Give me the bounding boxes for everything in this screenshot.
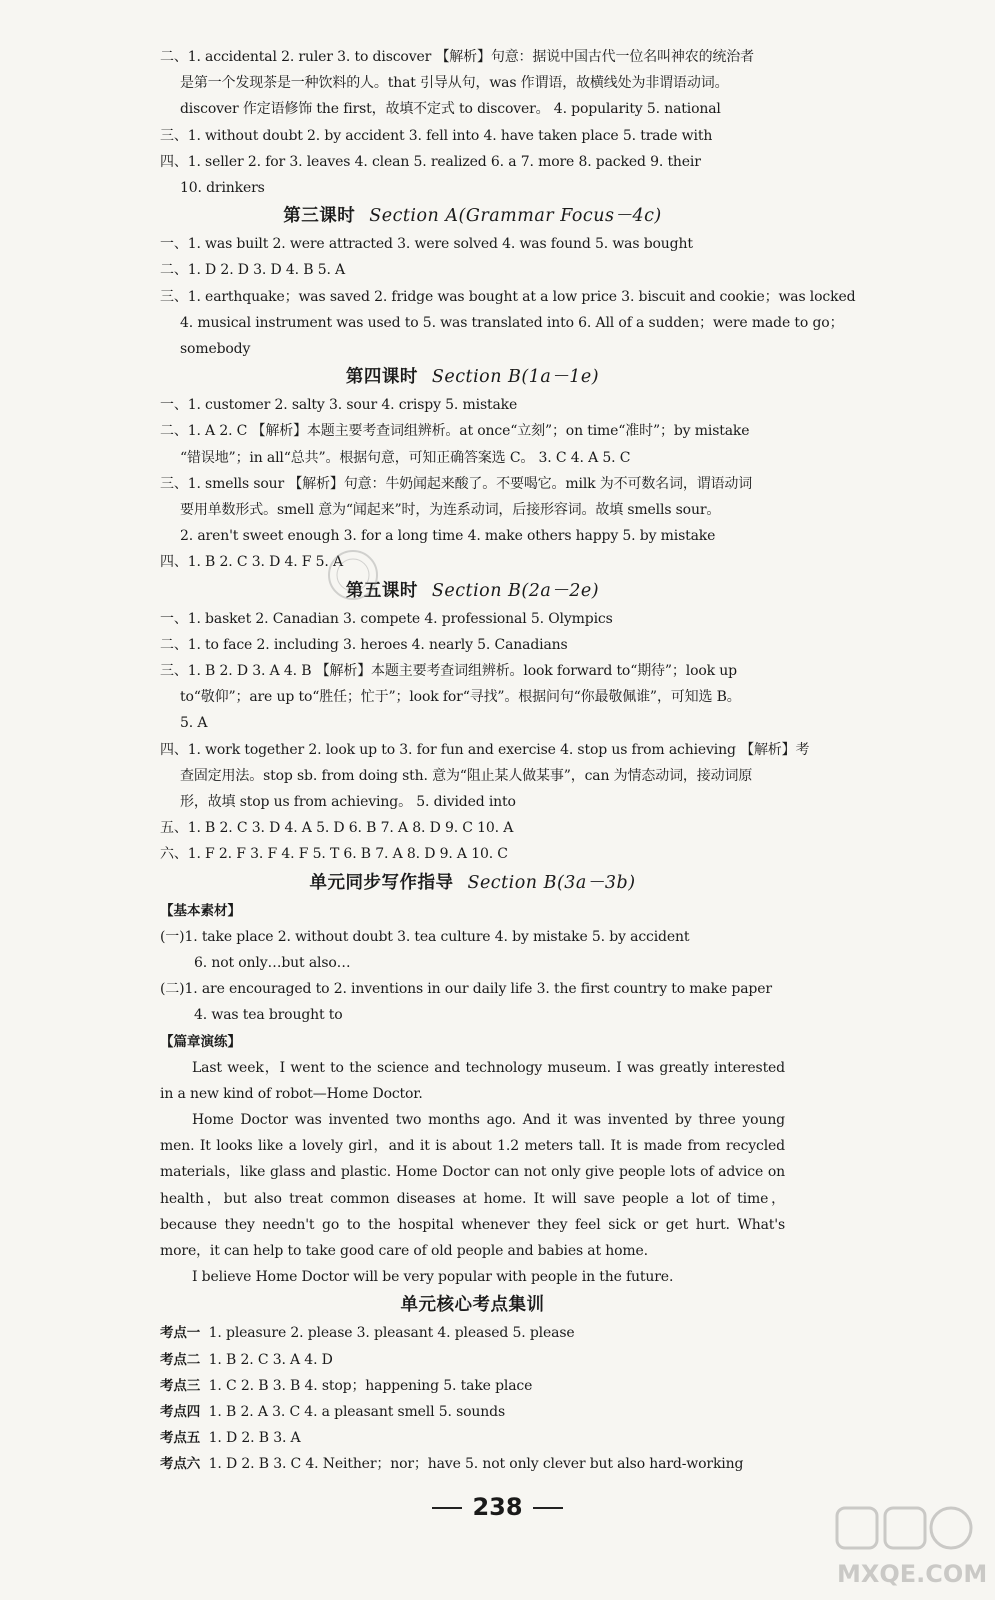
core-point-row (160, 1399, 785, 1425)
page-number-value: 238 (472, 1493, 523, 1521)
answer-line: (二)1. are encouraged to 2. inventions in our daily life 3. the first country to make paper (160, 981, 772, 998)
lesson-3-section: Section A(Grammar Focus－4c) (369, 206, 662, 227)
lesson-3-answers (160, 231, 856, 362)
core-point-text: 1. B 2. A 3. C 4. a pleasant smell 5. sounds (208, 1403, 506, 1420)
answer-line: 四、1. seller 2. for 3. leaves 4. clean 5. realized 6. a 7. more 8. packed 9. their (160, 153, 701, 170)
answer-line: 一、1. customer 2. salty 3. sour 4. crispy 5. mistake (160, 397, 518, 414)
core-points-heading (160, 1290, 785, 1320)
answer-line: 查固定用法。stop sb. from doing sth. 意为“阻止某人做某事”，can 为情态动词，接动词原 (180, 767, 753, 784)
lesson-5-heading (160, 576, 785, 606)
sample-essay (160, 1055, 785, 1291)
basic-material-tag: 【基本素材】 (160, 902, 241, 919)
answer-line: (一)1. take place 2. without doubt 3. tea culture 4. by mistake 5. by accident (160, 928, 690, 945)
core-points-title: 单元核心考点集训 (400, 1295, 545, 1316)
core-point-label: 考点二 (160, 1351, 201, 1368)
lesson-5-section: Section B(2a－2e) (431, 580, 600, 601)
answer-line: 6. not only…but also… (194, 954, 351, 971)
core-point-text: 1. D 2. B 3. A (208, 1430, 301, 1447)
core-point-label: 考点一 (160, 1325, 201, 1342)
page-number-dash (533, 1507, 563, 1509)
unit-part-answers (160, 44, 785, 201)
basic-material-answers (160, 924, 785, 1029)
core-point-label: 考点四 (160, 1403, 201, 1420)
core-point-row (160, 1451, 785, 1477)
answer-line: 4. musical instrument was used to 5. was translated into 6. All of a sudden；were made to go； (180, 314, 844, 331)
answer-line: 二、1. accidental 2. ruler 3. to discover 【解析】句意：据说中国古代一位名叫神农的统治者 (160, 49, 754, 65)
lesson-4-title: 第四课时 (345, 367, 418, 388)
watermark-logo-icon (829, 1502, 988, 1592)
essay-paragraph: Last week，I went to the science and technology museum. I was greatly interested in a new kind of robot—Home Doctor. (160, 1059, 785, 1102)
answer-line: 要用单数形式。smell 意为“闻起来”时，为连系动词，后接形容词。故填 smells sour。 (180, 502, 721, 519)
core-point-row (160, 1425, 785, 1451)
svg-text:MXQE.COM: MXQE.COM (837, 1560, 988, 1588)
answer-line: discover 作定语修饰 the first，故填不定式 to discover。 4. popularity 5. national (180, 101, 721, 118)
answer-line: “错误地”；in all“总共”。根据句意，可知正确答案选 C。 3. C 4. A 5. C (180, 449, 631, 466)
answer-line: 四、1. work together 2. look up to 3. for fun and exercise 4. stop us from achieving 【解析】考 (160, 741, 810, 758)
answer-line: 三、1. without doubt 2. by accident 3. fell into 4. have taken place 5. trade with (160, 127, 713, 144)
answer-line: 二、1. D 2. D 3. D 4. B 5. A (160, 262, 346, 279)
core-point-row (160, 1347, 785, 1373)
lesson-5-answers (160, 606, 810, 868)
answer-line: 一、1. basket 2. Canadian 3. compete 4. professional 5. Olympics (160, 610, 613, 627)
answer-line: 5. A (180, 715, 208, 732)
core-point-label: 考点五 (160, 1430, 201, 1447)
answer-page (160, 44, 856, 1478)
lesson-5-title: 第五课时 (345, 580, 418, 601)
lesson-3-heading (160, 201, 785, 231)
answer-line: 三、1. smells sour 【解析】句意：牛奶闻起来酸了。不要喝它。milk 为不可数名词，谓语动词 (160, 475, 753, 492)
core-point-text: 1. D 2. B 3. C 4. Neither；nor；have 5. not only clever but also hard-working (208, 1456, 744, 1473)
answer-line: somebody (180, 341, 251, 358)
answer-line: 二、1. to face 2. including 3. heroes 4. nearly 5. Canadians (160, 636, 568, 653)
faint-stamp-icon (318, 545, 388, 605)
answer-line: 六、1. F 2. F 3. F 4. F 5. T 6. B 7. A 8. D 9. A 10. C (160, 846, 508, 863)
core-point-text: 1. B 2. C 3. A 4. D (208, 1351, 333, 1368)
answer-line: 2. aren't sweet enough 3. for a long time 4. make others happy 5. by mistake (180, 528, 716, 545)
core-point-row (160, 1373, 785, 1399)
answer-line: 形，故填 stop us from achieving。 5. divided into (180, 794, 516, 811)
writing-heading (160, 868, 785, 898)
essay-paragraph: Home Doctor was invented two months ago. And it was invented by three young men. It looks like a lovely girl，and it is about 1.2 meters tall. It is made from recycled materials，like glass and plastic. Home Doctor can not only give people lots of advice on health，but also treat common diseases at home. It will save people a lot of time，because they needn't go to the hospital whenever they feel sick or get hurt. What's more，it can help to take good care of old people and babies at home. (160, 1111, 785, 1259)
answer-line: 10. drinkers (180, 180, 265, 197)
core-point-label: 考点三 (160, 1377, 201, 1394)
writing-section: Section B(3a－3b) (467, 872, 636, 893)
lesson-3-title: 第三课时 (283, 206, 356, 227)
core-point-text: 1. C 2. B 3. B 4. stop；happening 5. take place (208, 1377, 533, 1394)
core-points-answers (160, 1320, 785, 1477)
core-point-text: 1. pleasure 2. please 3. pleasant 4. pleased 5. please (208, 1325, 575, 1342)
answer-line: 四、1. B 2. C 3. D 4. F 5. A (160, 554, 343, 571)
answer-line: 三、1. B 2. D 3. A 4. B 【解析】本题主要考查词组辨析。look forward to“期待”；look up (160, 663, 737, 680)
core-point-label: 考点六 (160, 1456, 201, 1473)
essay-practice-tag: 【篇章演练】 (160, 1033, 241, 1050)
essay-paragraph: I believe Home Doctor will be very popular with people in the future. (192, 1269, 674, 1286)
answer-line: 4. was tea brought to (194, 1007, 343, 1024)
lesson-4-section: Section B(1a－1e) (431, 367, 600, 388)
writing-title: 单元同步写作指导 (309, 872, 454, 893)
core-point-row (160, 1320, 785, 1346)
answer-line: 是第一个发现茶是一种饮料的人。that 引导从句，was 作谓语，故横线处为非谓语动词。 (180, 75, 729, 92)
answer-line: 五、1. B 2. C 3. D 4. A 5. D 6. B 7. A 8. D 9. C 10. A (160, 820, 514, 837)
lesson-4-heading (160, 362, 785, 392)
lesson-4-answers (160, 392, 785, 575)
answer-line: 二、1. A 2. C 【解析】本题主要考查词组辨析。at once“立刻”；on time“准时”；by mistake (160, 423, 750, 440)
page-number-dash (432, 1507, 462, 1509)
answer-line: 三、1. earthquake；was saved 2. fridge was bought at a low price 3. biscuit and cookie；was locked (160, 288, 856, 305)
answer-line: to“敬仰”；are up to“胜任；忙于”；look for“寻找”。根据问句“你最敬佩谁”，可知选 B。 (180, 689, 741, 706)
answer-line: 一、1. was built 2. were attracted 3. were solved 4. was found 5. was bought (160, 236, 693, 253)
